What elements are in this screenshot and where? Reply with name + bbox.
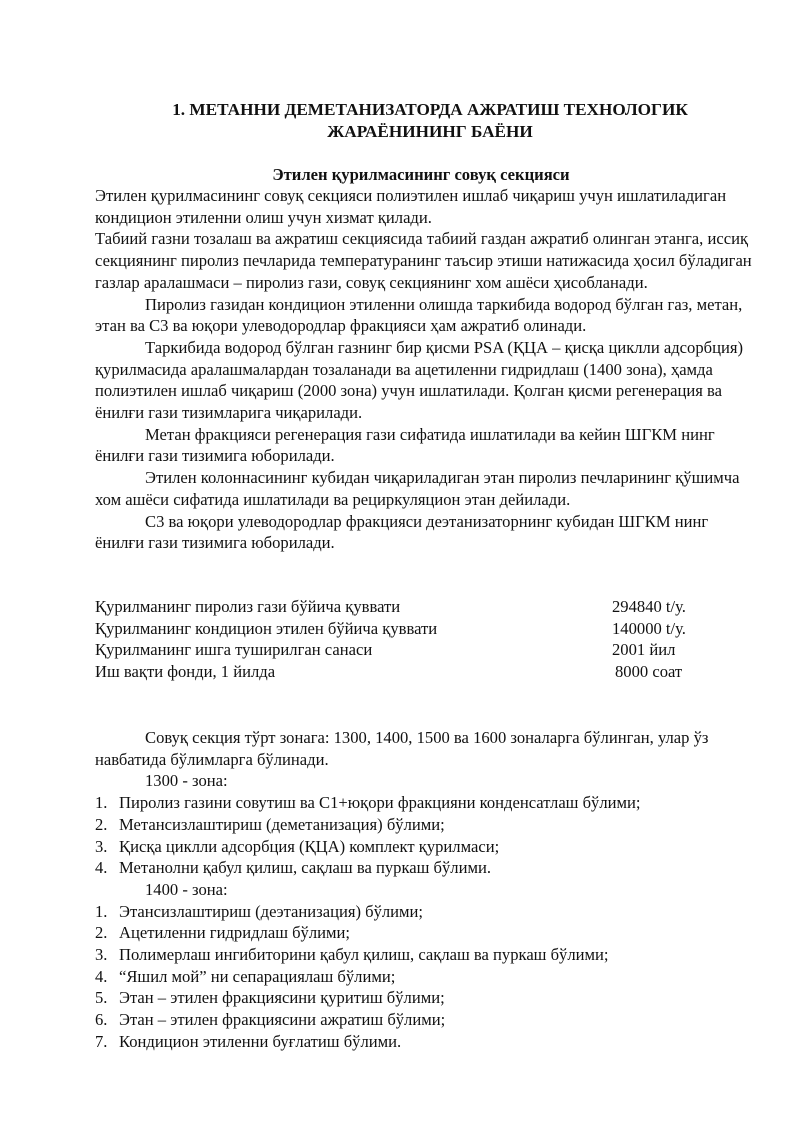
- list-item: [95, 901, 755, 923]
- page-title-line-2: ЖАРАЁНИНИНГ БАЁНИ: [327, 122, 533, 141]
- list-number: 2.: [95, 923, 108, 943]
- paragraph: Этилен колоннасининг кубидан чиқариладиган этан пиролиз печларининг қўшимча хом ашёси сифатида ишлатилади ва рециркуляцион этан дейилади.: [95, 468, 740, 509]
- list-text: Этан – этилен фракциясини қуритиш бўлими;: [119, 988, 445, 1008]
- list-item: [95, 792, 755, 814]
- list-number: 6.: [95, 1010, 108, 1030]
- page-title-line-1: 1. МЕТАННИ ДЕМЕТАНИЗАТОРДА АЖРАТИШ ТЕХНОЛОГИК: [172, 100, 688, 119]
- list-item: [95, 922, 755, 944]
- list-item: [95, 1031, 755, 1053]
- list-item: [95, 814, 755, 836]
- list-item: [95, 944, 755, 966]
- list-number: 4.: [95, 858, 108, 878]
- spec-label: Қурилманинг ишга туширилган санаси: [95, 640, 373, 660]
- spec-row: [95, 596, 715, 618]
- list-text: Пиролиз газини совутиш ва С1+юқори фракцияни конденсатлаш бўлими;: [119, 793, 641, 813]
- spec-value: 8000 соат: [615, 662, 683, 682]
- list-number: 2.: [95, 814, 108, 834]
- paragraph: Пиролиз газидан кондицион этиленни олишда таркибида водород бўлган газ, метан, этан ва С3 ва юқори улеводородлар фракцияси ҳам ажратиб олинади.: [95, 294, 743, 336]
- zones-section: [95, 727, 755, 1053]
- zones-intro: Совуқ секция тўрт зонага: 1300, 1400, 1500 ва 1600 зоналарга бўлинган, улар ўз навбатида бўлимларга бўлинади.: [95, 728, 709, 769]
- list-item: [95, 836, 755, 858]
- list-number: 4.: [95, 966, 108, 986]
- zone-1400-title: 1400 - зона:: [145, 879, 228, 899]
- spec-label: Қурилманинг кондицион этилен бўйича қуввати: [95, 618, 438, 638]
- spec-row: [95, 661, 715, 683]
- list-item: [95, 1009, 755, 1031]
- list-number: 3.: [95, 836, 108, 856]
- paragraph: Метан фракцияси регенерация гази сифатида ишлатилади ва кейин ШГКМ нинг ёнилғи гази тизимига юборилади.: [95, 424, 715, 466]
- spec-label: Қурилманинг пиролиз гази бўйича қуввати: [95, 597, 401, 616]
- paragraph: Этилен қурилмасининг совуқ секцияси полиэтилен ишлаб чиқариш учун ишлатиладиган кондицион этиленни олиш учун хизмат қилади.: [95, 186, 727, 227]
- list-number: 1.: [95, 901, 108, 921]
- list-text: Этан – этилен фракциясини ажратиш бўлими;: [119, 1010, 446, 1030]
- paragraph: С3 ва юқори улеводородлар фракцияси деэтанизаторнинг кубидан ШГКМ нинг ёнилғи гази тизимига юборилади.: [95, 511, 709, 553]
- paragraph: Таркибида водород бўлган газнинг бир қисми PSA (ҚЦА – қисқа циклли адсорбция) қурилмасида аралашмалардан тозаланади ва ацетиленни гидридлаш (1400 зона), ҳамда полиэтилен ишлаб чиқариш (2000 зона) учун ишлатилади. Қолган қисми регенерация ва ёнилғи гази тизимларига чиқарилади.: [95, 337, 743, 423]
- spec-value: 2001 йил: [612, 640, 676, 660]
- list-number: 3.: [95, 945, 108, 965]
- spec-row: [95, 618, 715, 640]
- paragraph: Табиий газни тозалаш ва ажратиш секциясида табиий газдан ажратиб олинган этанга, иссиқ секциянинг пиролиз печларида температуранинг таъсир этиши натижасида ҳосил бўладиган газлар аралашмаси – пиролиз гази, совуқ секциянинг хом ашёси ҳисобланади.: [95, 229, 752, 292]
- list-text: Метансизлаштириш (деметанизация) бўлими;: [119, 814, 445, 834]
- spec-row: [95, 639, 715, 661]
- list-item: [95, 857, 755, 879]
- list-number: 5.: [95, 988, 108, 1008]
- list-text: Ацетиленни гидридлаш бўлими;: [119, 923, 351, 943]
- specs-table: [95, 596, 715, 683]
- list-text: “Яшил мой” ни сепарациялаш бўлими;: [119, 966, 396, 986]
- zone-1300-title: 1300 - зона:: [145, 771, 228, 791]
- list-text: Кондицион этиленни буғлатиш бўлими.: [119, 1031, 402, 1051]
- list-number: 7.: [95, 1031, 108, 1051]
- list-text: Метанолни қабул қилиш, сақлаш ва пуркаш бўлими.: [119, 858, 491, 878]
- spec-value: 140000 t/у.: [612, 618, 686, 638]
- page-title: [0, 99, 800, 143]
- list-text: Қисқа циклли адсорбция (ҚЦА) комплект қурилмаси;: [119, 836, 500, 856]
- spec-value: 294840 t/у.: [612, 597, 686, 616]
- section-title: Этилен қурилмасининг совуқ секцияси: [272, 165, 570, 184]
- list-item: [95, 987, 755, 1009]
- list-number: 1.: [95, 793, 108, 813]
- list-text: Полимерлаш ингибиторини қабул қилиш, сақлаш ва пуркаш бўлими;: [119, 945, 609, 965]
- body-text: [95, 185, 755, 554]
- spec-label: Иш вақти фонди, 1 йилда: [95, 662, 276, 682]
- list-item: [95, 966, 755, 988]
- list-text: Этансизлаштириш (деэтанизация) бўлими;: [119, 901, 424, 921]
